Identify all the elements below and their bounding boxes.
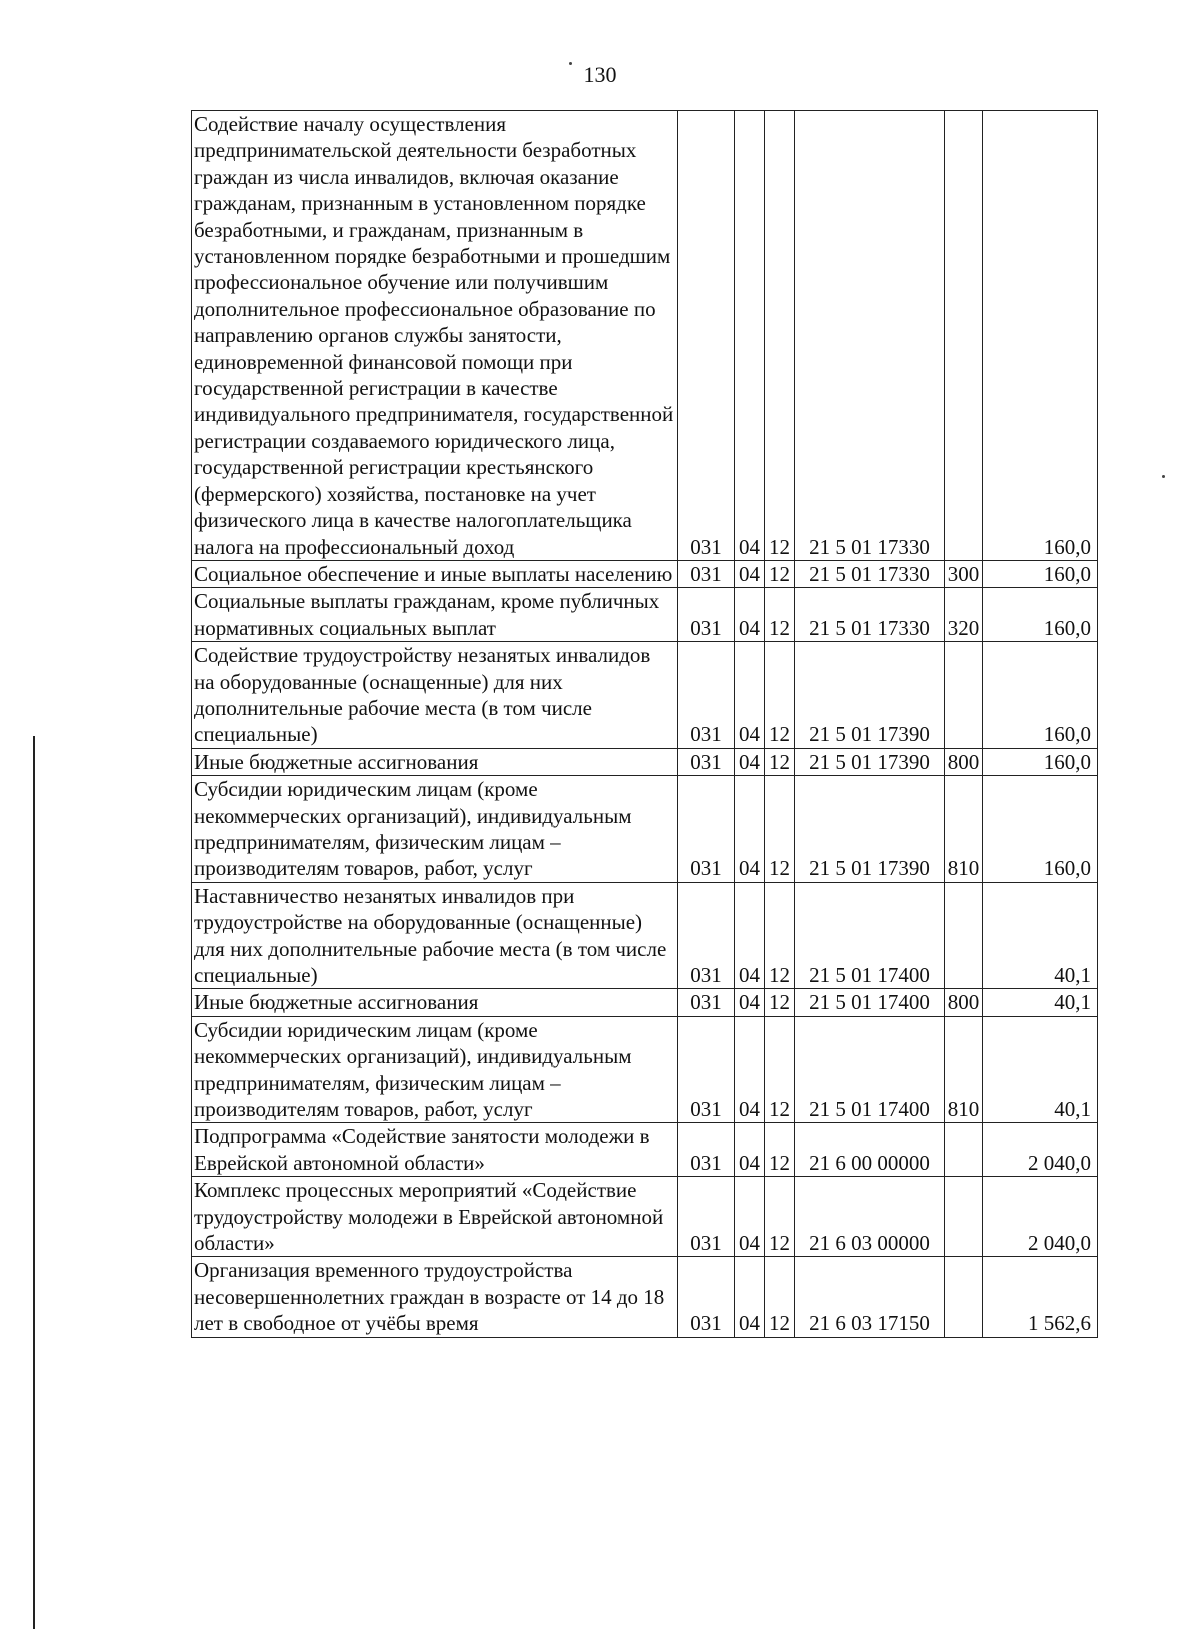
amount: 160,0: [983, 560, 1098, 587]
ministry-code: 031: [678, 1177, 735, 1257]
target-article-code: 21 5 01 17400: [795, 882, 945, 989]
ministry-code: 031: [678, 111, 735, 561]
table-row: [192, 111, 1098, 561]
ministry-code: 031: [678, 882, 735, 989]
expense-type-code: [945, 111, 983, 561]
subsection-code: 12: [765, 1257, 795, 1337]
subsection-code: 12: [765, 989, 795, 1016]
scan-speck: [1162, 475, 1165, 478]
amount: 160,0: [983, 111, 1098, 561]
target-article-code: 21 5 01 17330: [795, 588, 945, 642]
row-name: Комплекс процессных мероприятий «Содействие трудоустройству молодежи в Еврейской автономной области»: [192, 1177, 678, 1257]
table-row: [192, 748, 1098, 775]
section-code: 04: [735, 1257, 765, 1337]
subsection-code: 12: [765, 642, 795, 749]
section-code: 04: [735, 560, 765, 587]
row-name: Содействие началу осуществления предпринимательской деятельности безработных граждан из числа инвалидов, включая оказание гражданам, признанным в установленном порядке безработными, и гражданам, признанным в установленном порядке безработными и прошедшим профессиональное обучение или получившим дополнительное профессиональное образование по направлению органов службы занятости, единовременной финансовой помощи при государственной регистрации в качестве индивидуального предпринимателя, государственной регистрации создаваемого юридического лица, государственной регистрации крестьянского (фермерского) хозяйства, постановке на учет физического лица в качестве налогоплательщика налога на профессиональный доход: [192, 111, 678, 561]
ministry-code: 031: [678, 748, 735, 775]
expense-type-code: 800: [945, 989, 983, 1016]
subsection-code: 12: [765, 1016, 795, 1123]
subsection-code: 12: [765, 1177, 795, 1257]
section-code: 04: [735, 748, 765, 775]
target-article-code: 21 5 01 17330: [795, 560, 945, 587]
subsection-code: 12: [765, 882, 795, 989]
target-article-code: 21 5 01 17390: [795, 776, 945, 883]
target-article-code: 21 5 01 17330: [795, 111, 945, 561]
section-code: 04: [735, 1123, 765, 1177]
expense-type-code: 810: [945, 776, 983, 883]
ministry-code: 031: [678, 989, 735, 1016]
ministry-code: 031: [678, 1257, 735, 1337]
subsection-code: 12: [765, 588, 795, 642]
table-row: [192, 560, 1098, 587]
row-name: Субсидии юридическим лицам (кроме некоммерческих организаций), индивидуальным предпринимателям, физическим лицам – производителям товаров, работ, услуг: [192, 1016, 678, 1123]
target-article-code: 21 6 03 17150: [795, 1257, 945, 1337]
section-code: 04: [735, 1016, 765, 1123]
ministry-code: 031: [678, 1016, 735, 1123]
scan-speck: [569, 62, 572, 65]
row-name: Подпрограмма «Содействие занятости молодежи в Еврейской автономной области»: [192, 1123, 678, 1177]
section-code: 04: [735, 1177, 765, 1257]
ministry-code: 031: [678, 776, 735, 883]
target-article-code: 21 5 01 17390: [795, 748, 945, 775]
table-row: [192, 642, 1098, 749]
amount: 2 040,0: [983, 1177, 1098, 1257]
subsection-code: 12: [765, 111, 795, 561]
budget-table-body: [192, 111, 1098, 1338]
amount: 40,1: [983, 1016, 1098, 1123]
ministry-code: 031: [678, 642, 735, 749]
table-row: [192, 1123, 1098, 1177]
amount: 40,1: [983, 989, 1098, 1016]
target-article-code: 21 5 01 17400: [795, 1016, 945, 1123]
ministry-code: 031: [678, 1123, 735, 1177]
row-name: Социальные выплаты гражданам, кроме публичных нормативных социальных выплат: [192, 588, 678, 642]
amount: 1 562,6: [983, 1257, 1098, 1337]
table-row: [192, 1016, 1098, 1123]
row-name: Иные бюджетные ассигнования: [192, 989, 678, 1016]
target-article-code: 21 5 01 17400: [795, 989, 945, 1016]
table-row: [192, 588, 1098, 642]
expense-type-code: [945, 642, 983, 749]
amount: 160,0: [983, 642, 1098, 749]
amount: 160,0: [983, 748, 1098, 775]
row-name: Социальное обеспечение и иные выплаты населению: [192, 560, 678, 587]
table-row: [192, 882, 1098, 989]
expense-type-code: [945, 1123, 983, 1177]
expense-type-code: 300: [945, 560, 983, 587]
expense-type-code: 800: [945, 748, 983, 775]
ministry-code: 031: [678, 588, 735, 642]
amount: 160,0: [983, 588, 1098, 642]
amount: 2 040,0: [983, 1123, 1098, 1177]
section-code: 04: [735, 642, 765, 749]
row-name: Субсидии юридическим лицам (кроме некоммерческих организаций), индивидуальным предпринимателям, физическим лицам – производителям товаров, работ, услуг: [192, 776, 678, 883]
table-row: [192, 989, 1098, 1016]
row-name: Содействие трудоустройству незанятых инвалидов на оборудованные (оснащенные) для них дополнительные рабочие места (в том числе специальные): [192, 642, 678, 749]
target-article-code: 21 5 01 17390: [795, 642, 945, 749]
expense-type-code: [945, 1257, 983, 1337]
expense-type-code: [945, 1177, 983, 1257]
scan-edge-line: [33, 736, 35, 1629]
subsection-code: 12: [765, 748, 795, 775]
section-code: 04: [735, 111, 765, 561]
target-article-code: 21 6 03 00000: [795, 1177, 945, 1257]
amount: 40,1: [983, 882, 1098, 989]
row-name: Наставничество незанятых инвалидов при трудоустройстве на оборудованные (оснащенные) для них дополнительные рабочие места (в том числе специальные): [192, 882, 678, 989]
subsection-code: 12: [765, 776, 795, 883]
table-row: [192, 1177, 1098, 1257]
expense-type-code: 810: [945, 1016, 983, 1123]
section-code: 04: [735, 882, 765, 989]
target-article-code: 21 6 00 00000: [795, 1123, 945, 1177]
table-row: [192, 1257, 1098, 1337]
row-name: Иные бюджетные ассигнования: [192, 748, 678, 775]
subsection-code: 12: [765, 560, 795, 587]
subsection-code: 12: [765, 1123, 795, 1177]
section-code: 04: [735, 989, 765, 1016]
ministry-code: 031: [678, 560, 735, 587]
expense-type-code: [945, 882, 983, 989]
page-number: 130: [583, 62, 617, 87]
section-code: 04: [735, 588, 765, 642]
table-row: [192, 776, 1098, 883]
section-code: 04: [735, 776, 765, 883]
expense-type-code: 320: [945, 588, 983, 642]
budget-table: [191, 110, 1098, 1338]
row-name: Организация временного трудоустройства несовершеннолетних граждан в возрасте от 14 до 18 лет в свободное от учёбы время: [192, 1257, 678, 1337]
amount: 160,0: [983, 776, 1098, 883]
